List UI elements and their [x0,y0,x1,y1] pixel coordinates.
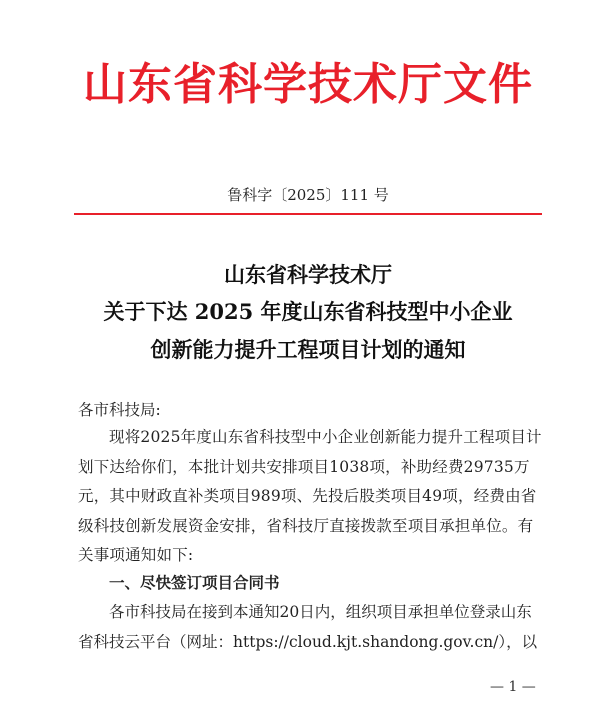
salutation: 各市科技局: [78,401,161,419]
body-paragraph-1: 现将2025年度山东省科技型中小企业创新能力提升工程项目计划下达给你们，本批计划共安排项目1038项，补助经费29735万元，其中财政直补类项目989项、先投后股类项目49项，经费由省级科技创新发展资金安排，省科技厅直接拨款至项目承担单位。有关事项通知如下: [78,428,542,564]
page-number: — 1 — [490,679,536,695]
document-number: 鲁科字〔2025〕111 号 [227,186,389,204]
section-heading-1: 一、尽快签订项目合同书 [109,573,280,592]
notice-title-line-3: 创新能力提升工程项目计划的通知 [150,337,466,362]
issuer-header-title: 山东省科学技术厅文件 [83,59,533,110]
notice-title-line-1: 山东省科学技术厅 [224,262,392,287]
body-paragraph-2: 各市科技局在接到本通知20日内，组织项目承担单位登录山东省科技云平台（网址：https://cloud.kjt.shandong.gov.cn/），以 [78,603,538,651]
red-separator-line [74,213,542,215]
notice-title-line-2: 关于下达 2025 年度山东省科技型中小企业 [103,299,513,324]
